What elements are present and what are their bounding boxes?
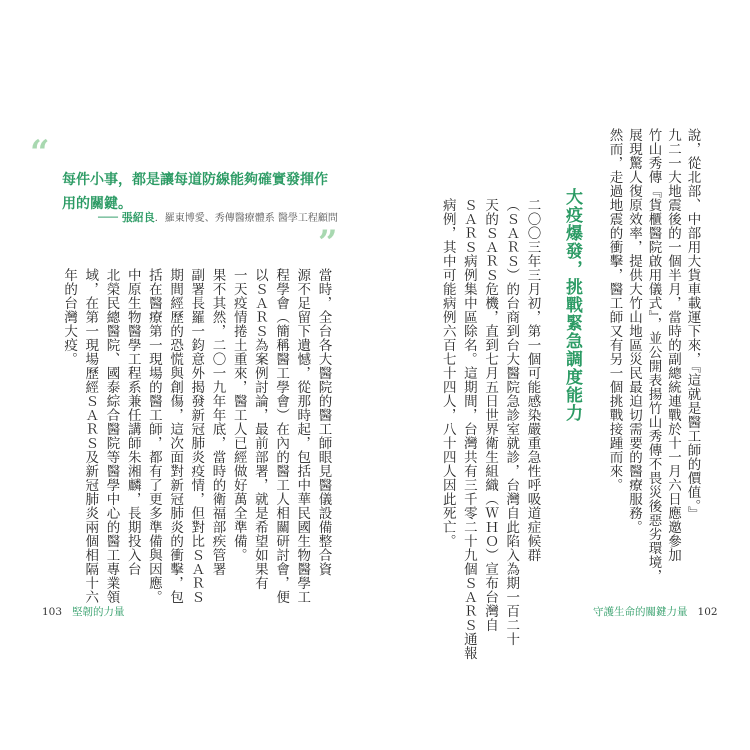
text-column: 果不其然，二〇一九年年底，當時的衛福部疾管署 bbox=[209, 268, 226, 576]
text-column: 天的ＳＡＲＳ危機，直到七月五日世界衛生組織（ＷＨＯ）宣布台灣自 bbox=[482, 198, 499, 632]
left-running-title: 堅韌的力量 bbox=[72, 606, 125, 618]
text-column: 病例，其中可能病例六百七十四人，八十四人因此死亡。 bbox=[439, 198, 456, 548]
text-column: 源不足留下遺憾，從那時起，包括中華民國生物醫學工 bbox=[294, 268, 311, 604]
text-column: ＳＡＲＳ病例集中區除名。這期間，台灣共有三千零二十九個ＳＡＲＳ通報 bbox=[460, 198, 477, 660]
text-column: 中原生物醫學工程系兼任講師朱湘麟，長期投入台 bbox=[124, 268, 141, 576]
text-column: 一天疫情捲土重來，醫工人已經做好萬全準備。 bbox=[230, 268, 247, 562]
text-column: 九二一大地震後的一個半月，當時的副總統連戰於十一月六日應邀參加 bbox=[665, 128, 681, 562]
quote-attribution-name: ─── 張紹良 bbox=[98, 211, 155, 224]
section-heading: 大疫爆發，挑戰緊急調度能力 bbox=[562, 188, 582, 422]
quote-attribution bbox=[98, 209, 338, 225]
text-column: 當時，全台各大醫院的醫工師眼見醫儀設備整合資 bbox=[315, 268, 332, 576]
text-column: 然而，走過地震的衝擊，醫工師又有另一個挑戰接踵而來。 bbox=[606, 128, 623, 492]
quote-open-mark: “ bbox=[30, 133, 50, 173]
pull-quote-text: 每件小事，都是讓每道防線能夠確實發揮作用的關鍵。 bbox=[62, 172, 328, 212]
left-footer bbox=[42, 604, 125, 619]
quote-close-mark: ” bbox=[318, 223, 338, 263]
text-column: 說，從北部、中部用大貨車載運下來，『這就是醫工師的價值。』 bbox=[684, 128, 701, 521]
text-column: 展現驚人復原效率，提供大竹山地區災民最迫切需要的醫療服務。 bbox=[626, 128, 642, 534]
text-column: 竹山秀傳『貨櫃醫院啟用儀式』，並公開表揚竹山秀傳不畏災後惡劣環境， bbox=[645, 128, 662, 584]
text-column: 副署長羅一鈞意外揭發新冠肺炎疫情，但對比ＳＡＲＳ bbox=[188, 268, 205, 604]
text-column: 年的台灣大疫。 bbox=[61, 268, 78, 366]
right-footer bbox=[593, 604, 718, 619]
left-page-number: 103 bbox=[42, 606, 63, 618]
right-running-title: 守護生命的關鍵力量 bbox=[593, 606, 688, 618]
text-column: 以ＳＡＲＳ為案例討論，最前部署，就是希望如果有 bbox=[251, 268, 268, 590]
text-column: 程學會（簡稱醫工學會）在內的醫工人相關研討會，便 bbox=[273, 268, 290, 604]
text-column: 二〇〇三年三月初，第一個可能感染嚴重急性呼吸道症候群 bbox=[524, 198, 541, 562]
text-column: 括在醫療第一現場的醫工師，都有了更多準備與因應。 bbox=[145, 268, 162, 604]
quote-attribution-title: ．羅東博愛、秀傳醫療體系 醫學工程顧問 bbox=[154, 213, 338, 224]
right-page-number: 102 bbox=[697, 606, 718, 618]
text-column: （ＳＡＲＳ）的台商到台大醫院急診室就診，台灣自此陷入為期一百二十 bbox=[503, 198, 520, 646]
text-column: 期間經歷的恐慌與創傷，這次面對新冠肺炎的衝擊，包 bbox=[167, 268, 184, 604]
right-page bbox=[375, 0, 750, 750]
text-column: 北榮民總醫院、國泰綜合醫院等醫學中心的醫工專業領 bbox=[103, 268, 120, 604]
text-column: 域，在第一現場歷經ＳＡＲＳ及新冠肺炎兩個相隔十六 bbox=[82, 268, 99, 604]
